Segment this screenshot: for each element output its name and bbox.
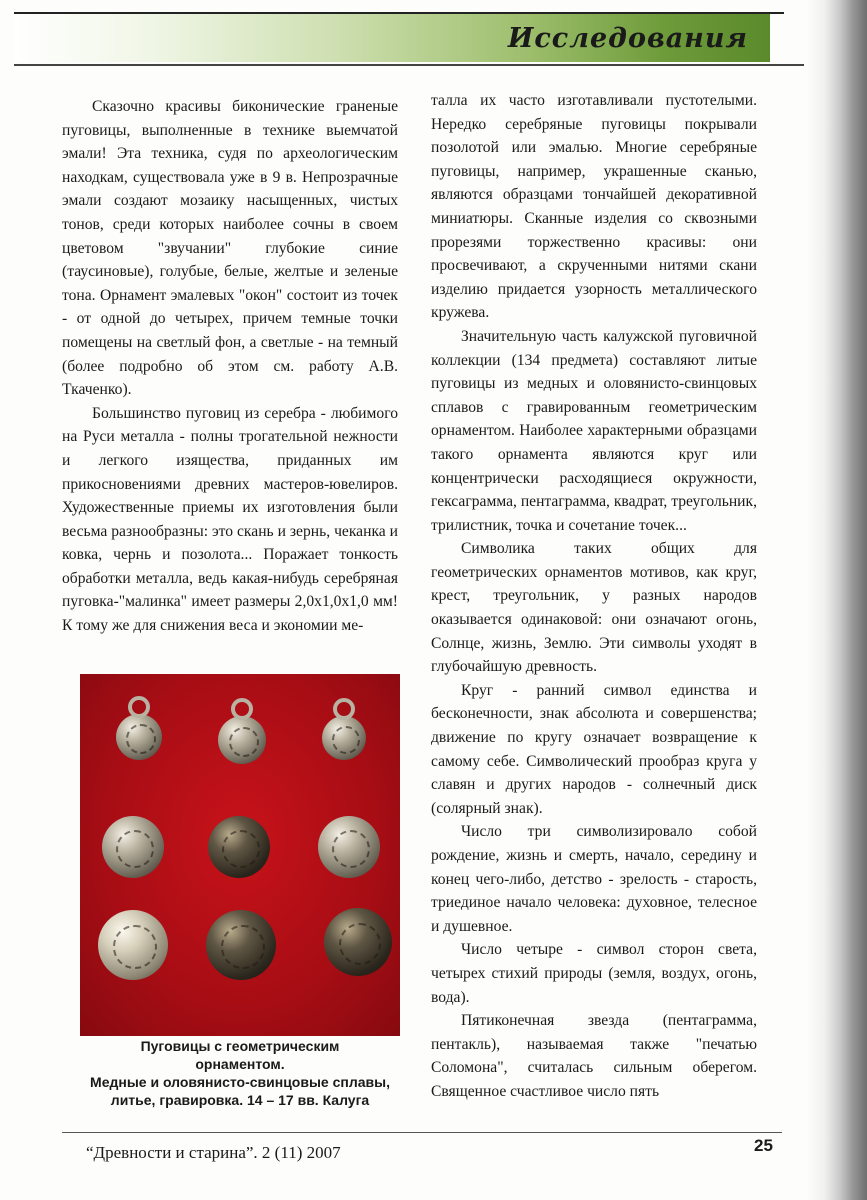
journal-title: “Древности и старина”. 2 (11) 2007 [86, 1143, 341, 1162]
photo-caption [80, 1037, 400, 1109]
buttons-photo [80, 674, 400, 1036]
button-item [324, 908, 392, 976]
section-title: Исследования [507, 23, 748, 54]
button-item [102, 816, 164, 878]
button-item [318, 816, 380, 878]
paragraph: Круг - ранний символ единства и бесконечности, знак абсолюта и совершенства; движение по кругу означает возвращение к самому себе. Символический прообраз круга у славян и других народов - солнечный диск (солярный знак). [431, 681, 757, 817]
button-item [322, 716, 366, 760]
caption-line: орнаментом. [195, 1056, 285, 1072]
paragraph: Большинство пуговиц из серебра - любимого на Руси металла - полны трогательной нежности и легкого изящества, приданных им прикосновениями древних мастеров-ювелиров. Художественные приемы их изготовления были весьма разнообразны: это скань и зернь, чеканка и ковка, чернь и позолота... Поражает тонкость обработки металла, ведь какая-нибудь серебряная пуговка-"малинка" имеет размеры 2,0х1,0х1,0 мм! К тому же для снижения веса и экономии ме- [62, 404, 398, 635]
button-item [206, 910, 276, 980]
left-column [62, 95, 398, 638]
button-item [116, 714, 162, 760]
paragraph: Пятиконечная звезда (пентаграмма, пентакль), называемая также "печатью Соломона", считалась сильным оберегом. Священное счастливое число пять [431, 1012, 757, 1100]
page-edge-shadow [807, 0, 867, 1200]
section-header [14, 14, 770, 62]
button-item [218, 716, 266, 764]
header-rule [14, 64, 804, 66]
paragraph: Число четыре - символ сторон света, четырех стихий природы (земля, воздух, огонь, вода). [431, 941, 757, 1006]
page-number: 25 [754, 1136, 773, 1155]
button-item [98, 910, 168, 980]
paragraph: Значительную часть калужской пуговичной коллекции (134 предмета) составляют литые пуговицы из медных и оловянисто-свинцовых сплавов с гравированным геометрическим орнаментом. Наиболее характерными образцами такого орнамента являются круг или концентрически расходящиеся окружности, гексаграмма, пентаграмма, квадрат, треугольник, трилистник, точка и сочетание точек... [431, 327, 757, 534]
right-column [431, 89, 757, 1104]
caption-line: литье, гравировка. 14 – 17 вв. Калуга [110, 1092, 370, 1108]
caption-line: Медные и оловянисто-свинцовые сплавы, [90, 1074, 390, 1090]
paragraph-continuation: талла их часто изготавливали пустотелыми. Нередко серебряные пуговицы покрывали позолотой или эмалью. Многие серебряные пуговицы, например, украшенные сканью, являются образцами тончайшей декоративной миниатюры. Сканные изделия со сквозными прорезями торжественно красивы: они просвечивают, а скрученными нитями скани изделию придается узорность металлического кружева. [431, 92, 757, 322]
paragraph: Символика таких общих для геометрических орнаментов мотивов, как круг, крест, треугольник, у разных народов оказывается одинаковой: они означают огонь, Солнце, жизнь, Землю. Эти символы уходят в глубочайшую древность. [431, 540, 757, 676]
paragraph: Сказочно красивы биконические граненые пуговицы, выполненные в технике выемчатой эмали! Эта техника, судя по археологическим находкам, существовала уже в 9 в. Непрозрачные эмали создают мозаику насыщенных, чистых тонов, среди которых наиболее сочны в своем цветовом "звучании" глубокие синие (таусиновые), голубые, белые, желтые и зеленые тона. Орнамент эмалевых "окон" состоит из точек - от одной до четырех, причем темные точки помещены на светлый фон, а светлые - на темный (более подробно об этом см. работу А.В. Ткаченко). [62, 98, 398, 399]
footer-rule [62, 1132, 782, 1133]
caption-line: Пуговицы с геометрическим [140, 1038, 340, 1054]
button-item [208, 816, 270, 878]
paragraph: Число три символизировало собой рождение, жизнь и смерть, начало, середину и конец чего-либо, детство - зрелость - старость, триединое начало человека: духовное, телесное и душевное. [431, 823, 757, 935]
